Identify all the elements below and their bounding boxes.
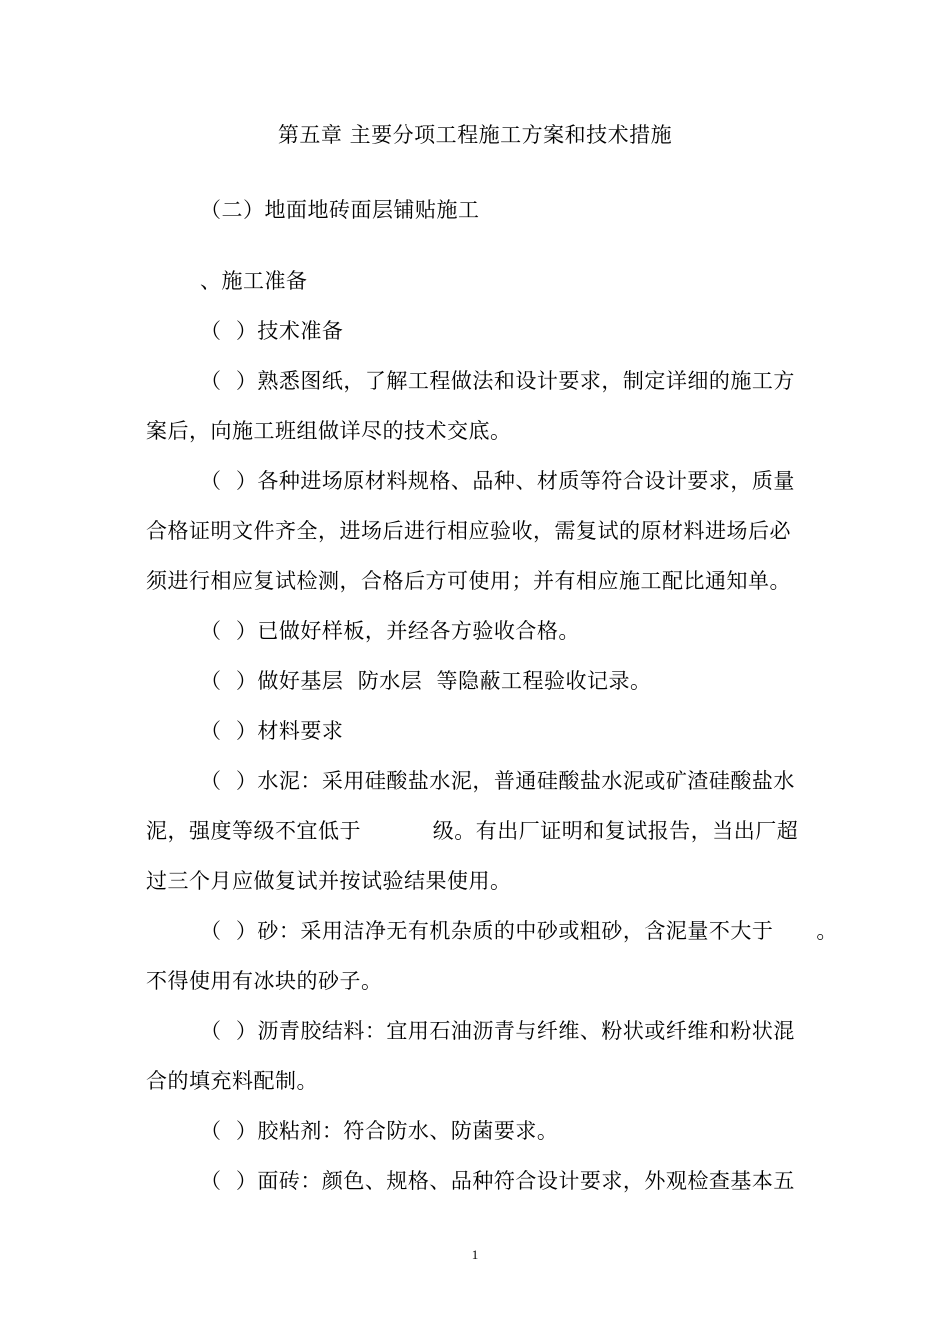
paragraph-line: 不得使用有冰块的砂子。 — [146, 969, 383, 993]
subsection-heading: 、施工准备 — [200, 269, 308, 293]
chapter-title: 第五章 主要分项工程施工方案和技术措施 — [277, 123, 673, 147]
paragraph-line: 案后，向施工班组做详尽的技术交底。 — [146, 419, 512, 443]
paragraph-line: （ ）做好基层 防水层 等隐蔽工程验收记录。 — [200, 669, 652, 693]
paragraph-line: （ ）熟悉图纸，了解工程做法和设计要求，制定详细的施工方 — [200, 369, 795, 393]
paragraph-line: 过三个月应做复试并按试验结果使用。 — [146, 869, 512, 893]
paragraph-line: 泥，强度等级不宜低于 级。有出厂证明和复试报告，当出厂超 — [146, 819, 799, 843]
paragraph-line: （ ）已做好样板，并经各方验收合格。 — [200, 619, 580, 643]
item-heading: （ ）材料要求 — [200, 719, 344, 743]
paragraph-line: （ ）沥青胶结料：宜用石油沥青与纤维、粉状或纤维和粉状混 — [200, 1019, 795, 1043]
paragraph-line: （ ）水泥：采用硅酸盐水泥，普通硅酸盐水泥或矿渣硅酸盐水 — [200, 769, 795, 793]
paragraph-line: （ ）砂：采用洁净无有机杂质的中砂或粗砂，含泥量不大于 。 — [200, 919, 838, 943]
item-heading: （ ）技术准备 — [200, 319, 344, 343]
paragraph-line: （ ）各种进场原材料规格、品种、材质等符合设计要求，质量 — [200, 469, 795, 493]
page-number: 1 — [471, 1247, 479, 1262]
section-heading: （二）地面地砖面层铺贴施工 — [200, 198, 480, 222]
paragraph-line: （ ）面砖：颜色、规格、品种符合设计要求，外观检查基本五 — [200, 1169, 795, 1193]
paragraph-line: （ ）胶粘剂：符合防水、防菌要求。 — [200, 1119, 559, 1143]
paragraph-line: 须进行相应复试检测，合格后方可使用；并有相应施工配比通知单。 — [146, 569, 791, 593]
paragraph-line: 合的填充料配制。 — [146, 1069, 318, 1093]
paragraph-line: 合格证明文件齐全，进场后进行相应验收，需复试的原材料进场后必 — [146, 519, 791, 543]
